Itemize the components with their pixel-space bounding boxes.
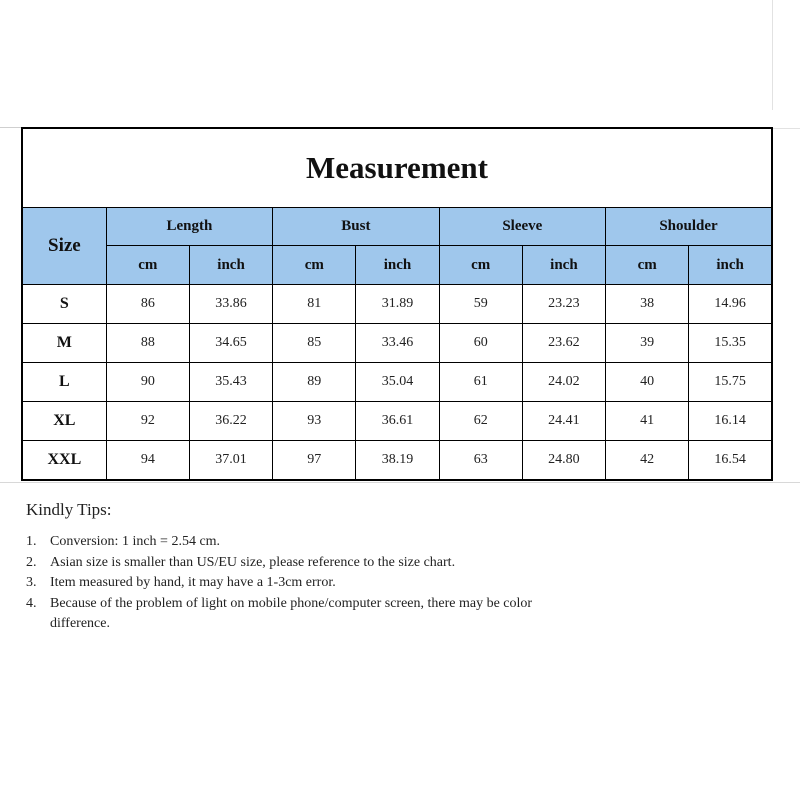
table-cell: 90	[106, 363, 189, 402]
size-column-header: Size	[22, 208, 106, 285]
page-divider	[0, 482, 800, 483]
table-title: Measurement	[22, 128, 772, 208]
size-rows	[22, 285, 772, 481]
tips-title: Kindly Tips:	[26, 500, 112, 519]
size-cell: M	[22, 324, 106, 363]
unit-header: inch	[189, 246, 272, 285]
table-cell: 16.14	[689, 402, 772, 441]
tip-text: Item measured by hand, it may have a 1-3cm error.	[50, 575, 336, 590]
table-cell: 93	[273, 402, 356, 441]
tip-text: Because of the problem of light on mobile phone/computer screen, there may be color difference.	[50, 595, 533, 631]
page-divider	[0, 127, 22, 128]
table-cell: 38	[606, 285, 689, 324]
size-cell: L	[22, 363, 106, 402]
page-divider	[772, 0, 773, 110]
table-cell: 31.89	[356, 285, 439, 324]
page-divider	[772, 128, 800, 129]
table-row	[22, 285, 772, 324]
table-cell: 81	[273, 285, 356, 324]
table-cell: 24.41	[522, 402, 605, 441]
table-cell: 24.02	[522, 363, 605, 402]
table-cell: 15.35	[689, 324, 772, 363]
table-cell: 89	[273, 363, 356, 402]
table-cell: 86	[106, 285, 189, 324]
sleeve-group-header: Sleeve	[439, 208, 605, 246]
tip-text: Asian size is smaller than US/EU size, please reference to the size chart.	[50, 554, 456, 570]
unit-header: inch	[689, 246, 772, 285]
table-cell: 39	[606, 324, 689, 363]
size-cell: XL	[22, 402, 106, 441]
table-cell: 92	[106, 402, 189, 441]
table-row	[22, 402, 772, 441]
table-cell: 35.43	[189, 363, 272, 402]
unit-header: cm	[606, 246, 689, 285]
table-cell: 63	[439, 441, 522, 481]
tips-list	[26, 532, 586, 635]
tip-number: 2.	[26, 554, 37, 570]
table-cell: 88	[106, 324, 189, 363]
size-chart-table	[21, 127, 773, 481]
table-cell: 97	[273, 441, 356, 481]
size-cell: S	[22, 285, 106, 324]
table-cell: 33.46	[356, 324, 439, 363]
tip-number: 3.	[26, 575, 37, 590]
table-cell: 94	[106, 441, 189, 481]
table-cell: 14.96	[689, 285, 772, 324]
unit-header: inch	[356, 246, 439, 285]
table-cell: 15.75	[689, 363, 772, 402]
unit-header: inch	[522, 246, 605, 285]
table-cell: 36.61	[356, 402, 439, 441]
table-cell: 37.01	[189, 441, 272, 481]
table-cell: 35.04	[356, 363, 439, 402]
table-row	[22, 324, 772, 363]
table-cell: 34.65	[189, 324, 272, 363]
table-row	[22, 363, 772, 402]
table-cell: 85	[273, 324, 356, 363]
table-cell: 59	[439, 285, 522, 324]
tip-item	[26, 553, 586, 574]
table-cell: 40	[606, 363, 689, 402]
table-cell: 42	[606, 441, 689, 481]
tip-item	[26, 532, 586, 553]
tip-number: 1.	[26, 534, 37, 549]
table-cell: 24.80	[522, 441, 605, 481]
table-cell: 16.54	[689, 441, 772, 481]
table-cell: 60	[439, 324, 522, 363]
table-cell: 36.22	[189, 402, 272, 441]
size-cell: XXL	[22, 441, 106, 481]
table-cell: 62	[439, 402, 522, 441]
kindly-tips	[26, 500, 586, 635]
tip-item	[26, 573, 586, 594]
table-cell: 61	[439, 363, 522, 402]
tip-number: 4.	[26, 595, 37, 611]
bust-group-header: Bust	[273, 208, 439, 246]
table-cell: 41	[606, 402, 689, 441]
table-cell: 38.19	[356, 441, 439, 481]
table-cell: 23.62	[522, 324, 605, 363]
shoulder-group-header: Shoulder	[606, 208, 772, 246]
unit-header: cm	[439, 246, 522, 285]
table-cell: 33.86	[189, 285, 272, 324]
tip-item	[26, 594, 586, 635]
length-group-header: Length	[106, 208, 272, 246]
unit-header: cm	[273, 246, 356, 285]
unit-header: cm	[106, 246, 189, 285]
table-cell: 23.23	[522, 285, 605, 324]
tip-text: Conversion: 1 inch = 2.54 cm.	[50, 534, 221, 549]
table-row	[22, 441, 772, 481]
